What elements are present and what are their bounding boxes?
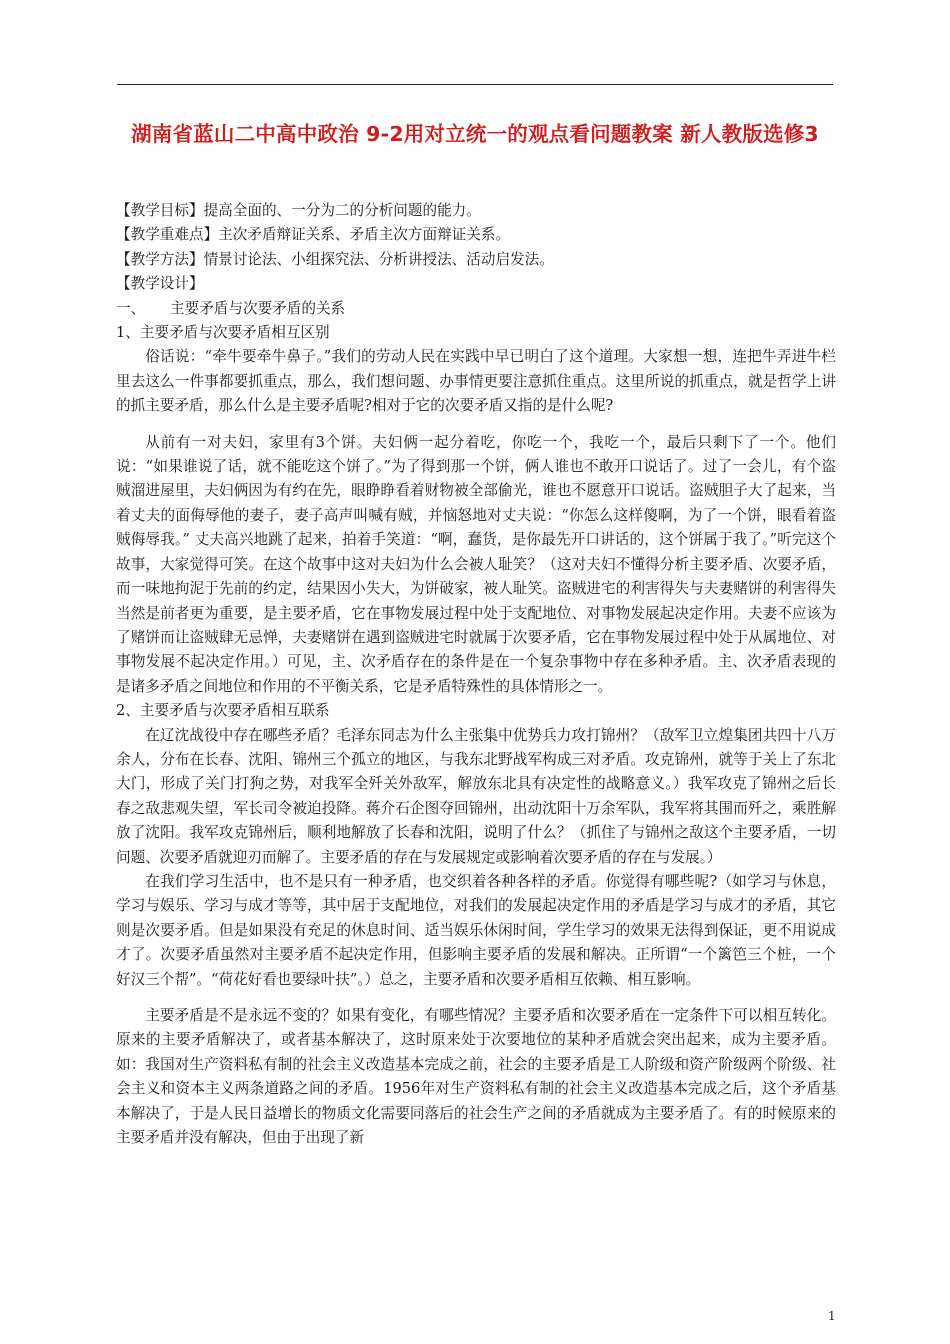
paragraph: 俗话说：“牵牛要牵牛鼻子。”我们的劳动人民在实践中早已明白了这个道理。大家想一想，连把牛弄进牛栏里去这么一件事都要抓重点，那么，我们想问题、办事情更要注意抓住重点。这里所说的抓重点，就是哲学上讲的抓主要矛盾，那么什么是主要矛盾呢?相对于它的次要矛盾又指的是什么呢? [116,348,836,415]
teaching-methods: 【教学方法】情景讨论法、小组探究法、分析讲授法、活动启发法。 [116,250,554,268]
paragraph: 从前有一对夫妇，家里有3个饼。夫妇俩一起分着吃，你吃一个，我吃一个，最后只剩下了一个。他们说：“如果谁说了话，就不能吃这个饼了。”为了得到那一个饼，俩人谁也不敢开口说话了。过了一会儿，有个盗贼溜进屋里，夫妇俩因为有约在先，眼睁睁看着财物被全部偷光，谁也不愿意开口说话。盗贼胆子大了起来，当着丈夫的面侮辱他的妻子，妻子高声叫喊有贼，并恼怒地对丈夫说：“你怎么这样傻啊，为了一个饼，眼看着盗贼侮辱我。” 丈夫高兴地跳了起来，拍着手笑道：“啊，蠢货，是你最先开口讲话的，这个饼属于我了。”听完这个故事，大家觉得可笑。在这个故事中这对夫妇为什么会被人耻笑？（这对夫妇不懂得分析主要矛盾、次要矛盾，而一味地拘泥于先前的约定，结果因小失大，为饼破家，被人耻笑。盗贼进宅的利害得失与夫妻赌饼的利害得失当然是前者更为重要，是主要矛盾，它在事物发展过程中处于支配地位、对事物发展起决定作用。夫妻不应该为了赌饼而让盗贼肆无忌惮，夫妻赌饼在遇到盗贼进宅时就属于次要矛盾，它在事物发展过程中处于从属地位、对事物发展不起决定作用。）可见，主、次矛盾存在的条件是在一个复杂事物中存在多种矛盾。主、次矛盾表现的是诸多矛盾之间地位和作用的不平衡关系，它是矛盾特殊性的具体情形之一。 [116,433,836,695]
teaching-objective: 【教学目标】提高全面的、一分为二的分析问题的能力。 [116,202,481,219]
paragraph: 在辽沈战役中存在哪些矛盾？毛泽东同志为什么主张集中优势兵力攻打锦州？（敌军卫立煌集团共四十八万余人，分布在长春、沈阳、锦州三个孤立的地区，与我东北野战军构成三对矛盾。攻克锦州，就等于关上了东北大门，形成了关门打狗之势，对我军全歼关外敌军，解放东北具有决定性的战略意义。）我军攻克了锦州之后长春之敌悲观失望，军长司令被迫投降。蒋介石企图夺回锦州，出动沈阳十万余军队，我军将其围而歼之，乘胜解放了沈阳。我军攻克锦州后，顺利地解放了长春和沈阳，说明了什么？（抓住了与锦州之敌这个主要矛盾，一切问题、次要矛盾就迎刃而解了。主要矛盾的存在与发展规定或影响着次要矛盾的存在与发展。） [116,726,836,866]
document-title: 湖南省蓝山二中高中政治 9-2用对立统一的观点看问题教案 新人教版选修3 [131,122,819,146]
subheading-1: 1、主要矛盾与次要矛盾相互区别 [116,324,330,342]
paragraph: 主要矛盾是不是永远不变的？如果有变化，有哪些情况？主要矛盾和次要矛盾在一定条件下可以相互转化。原来的主要矛盾解决了，或者基本解决了，这时原来处于次要地位的某种矛盾就会突出起来，成为主要矛盾。如：我国对生产资料私有制的社会主义改造基本完成之前，社会的主要矛盾是工人阶级和资产阶级两个阶级、社会主义和资本主义两条道路之间的矛盾。1956年对生产资料私有制的社会主义改造基本完成之后，这个矛盾基本解决了，于是人民日益增长的物质文化需要同落后的社会生产之间的矛盾就成为主要矛盾了。有的时候原来的主要矛盾并没有解决，但由于出现了新 [116,1007,836,1147]
header-rule [117,84,833,85]
teaching-design: 【教学设计】 [116,275,204,293]
document-body [116,199,836,1150]
page-number: 1 [828,1309,836,1323]
section-title: 主要矛盾与次要矛盾的关系 [170,299,346,317]
section-heading-1 [116,297,836,321]
paragraph: 在我们学习生活中，也不是只有一种矛盾，也交织着各种各样的矛盾。你觉得有哪些呢?（如学习与休息，学习与娱乐、学习与成才等等，其中居于支配地位，对我们的发展起决定作用的矛盾是学习与成才的矛盾，其它则是次要矛盾。但是如果没有充足的休息时间、适当娱乐休闲时间，学生学习的效果无法得到保证，更不用说成才了。次要矛盾虽然对主要矛盾不起决定作用，但影响主要矛盾的发展和解决。正所谓“一个篱笆三个桩，一个好汉三个帮”。“荷花好看也要绿叶扶”。）总之，主要矛盾和次要矛盾相互依赖、相互影响。 [116,872,836,988]
teaching-key-points: 【教学重难点】主次矛盾辩证关系、矛盾主次方面辩证关系。 [116,226,511,244]
subheading-2: 2、主要矛盾与次要矛盾相互联系 [116,702,330,720]
section-number: 一、 [116,299,146,317]
